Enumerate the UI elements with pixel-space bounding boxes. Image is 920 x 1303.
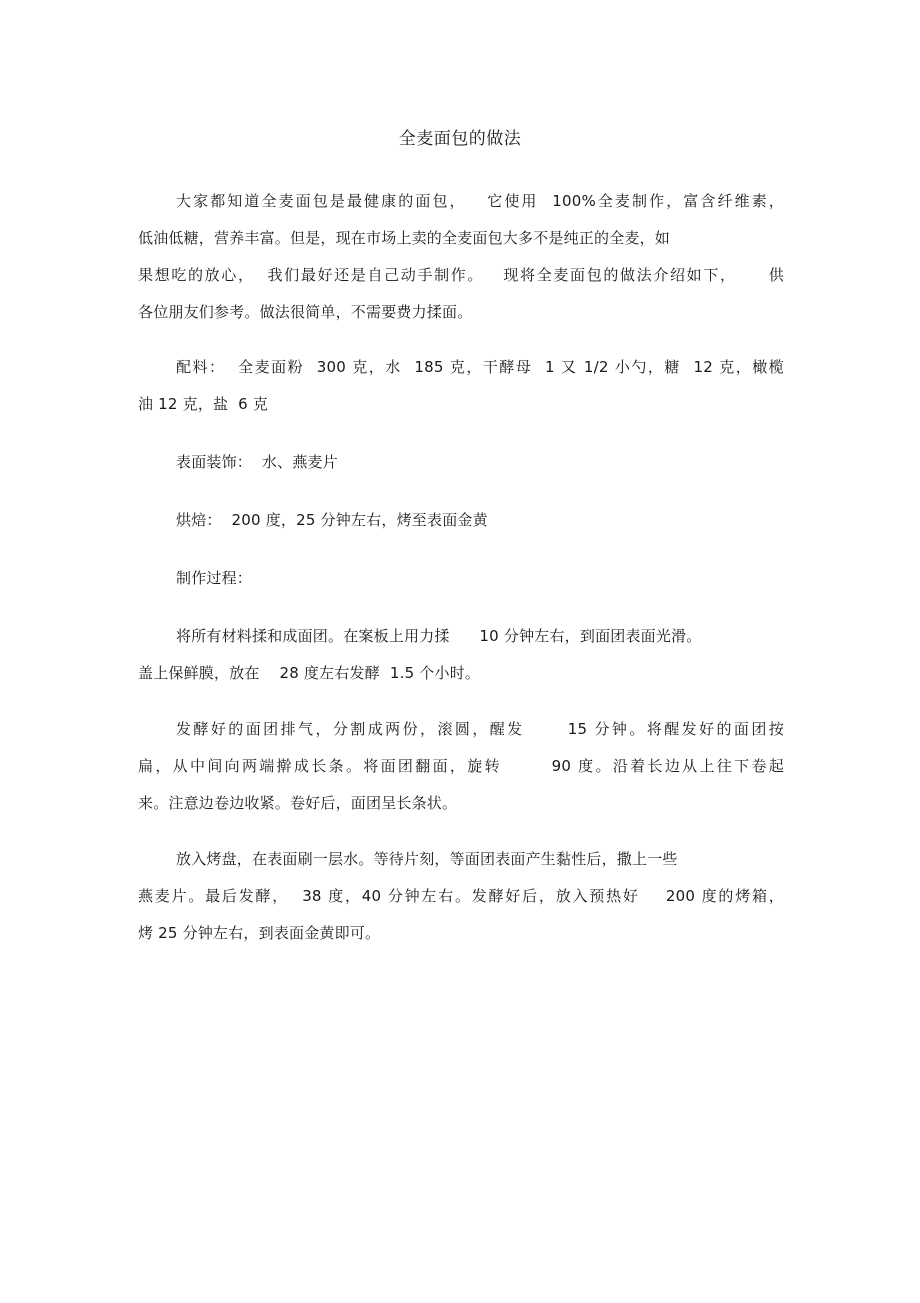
ingredients-paragraph xyxy=(138,349,784,423)
paragraph-line: 各位朋友们参考。做法很简单，不需要费力揉面。 xyxy=(138,303,473,321)
paragraph-line: 将所有材料揉和成面团。在案板上用力揉 10 分钟左右，到面团表面光滑。 xyxy=(176,627,702,645)
paragraph-line: 表面装饰： 水、燕麦片 xyxy=(176,453,338,471)
step3-paragraph xyxy=(138,841,784,952)
paragraph-line: 发酵好的面团排气，分割成两份，滚圆，醒发 15 分钟。将醒发好的面团按 xyxy=(176,720,784,738)
paragraph-line: 烤 25 分钟左右，到表面金黄即可。 xyxy=(138,924,381,942)
paragraph-line: 烘焙： 200 度，25 分钟左右，烤至表面金黄 xyxy=(176,511,488,529)
paragraph-line: 低油低糖，营养丰富。但是，现在市场上卖的全麦面包大多不是纯正的全麦，如 xyxy=(138,229,671,247)
paragraph-line: 燕麦片。最后发酵， 38 度，40 分钟左右。发酵好后，放入预热好 200 度的烤箱， xyxy=(138,887,784,905)
step1-paragraph xyxy=(138,618,784,692)
paragraph-line: 盖上保鲜膜，放在 28 度左右发酵 1.5 个小时。 xyxy=(138,664,481,682)
topping-paragraph xyxy=(138,444,784,481)
paragraph-line: 配料： 全麦面粉 300 克，水 185 克，干酵母 1 又 1/2 小勺，糖 12 克，橄榄 xyxy=(176,358,784,376)
paragraph-line: 果想吃的放心， 我们最好还是自己动手制作。 现将全麦面包的做法介绍如下， 供 xyxy=(138,266,784,284)
paragraph-line: 放入烤盘，在表面刷一层水。等待片刻，等面团表面产生黏性后，撒上一些 xyxy=(176,850,678,868)
paragraph-line: 大家都知道全麦面包是最健康的面包， 它使用 100%全麦制作，富含纤维素， xyxy=(176,192,784,210)
intro-paragraph xyxy=(138,183,784,331)
baking-paragraph xyxy=(138,502,784,539)
paragraph-line: 制作过程： xyxy=(176,569,253,587)
document-title: 全麦面包的做法 xyxy=(398,129,522,149)
paragraph-line: 扁，从中间向两端擀成长条。将面团翻面，旋转 90 度。沿着长边从上往下卷起 xyxy=(138,757,784,775)
paragraph-line: 来。注意边卷边收紧。卷好后，面团呈长条状。 xyxy=(138,794,458,812)
step2-paragraph xyxy=(138,711,784,822)
paragraph-line: 油 12 克，盐 6 克 xyxy=(138,395,269,413)
process-heading xyxy=(138,560,784,597)
